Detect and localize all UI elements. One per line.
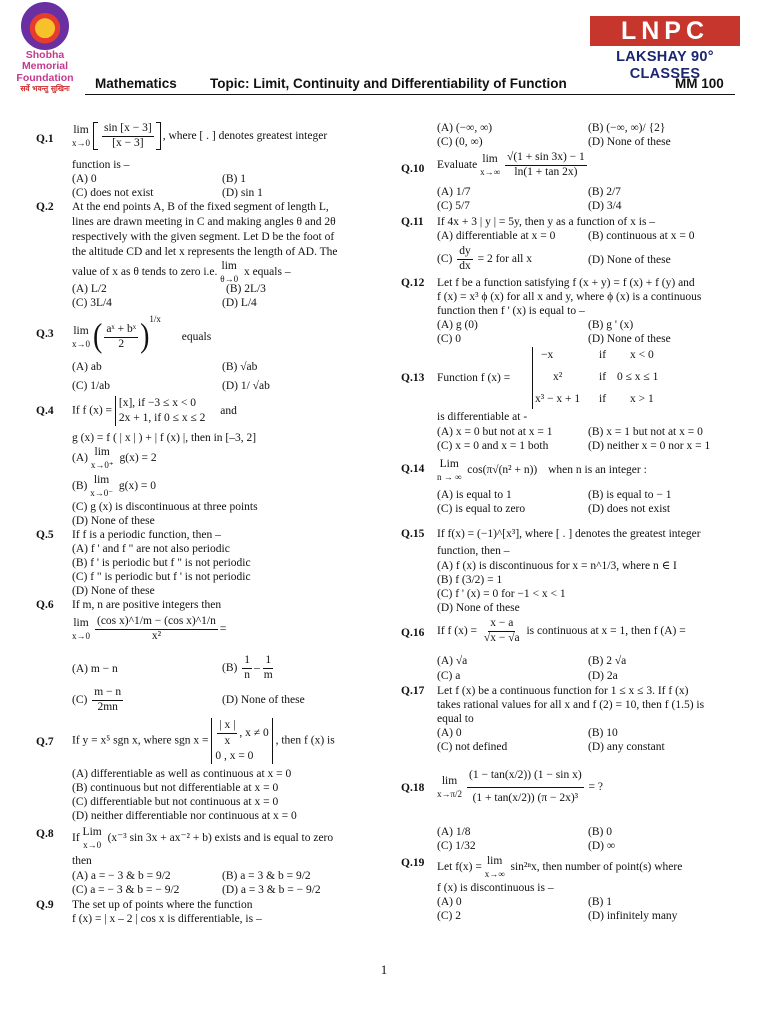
q4-option-d: (D) None of these	[72, 515, 155, 527]
q2-line1: At the end points A, B of the fixed segment of length L,	[72, 201, 329, 213]
q6-expression	[72, 615, 226, 644]
q2-option-d: (D) L/4	[222, 297, 257, 309]
q15-expression	[437, 528, 701, 542]
q17-line1: Let f (x) be a continuous function for 1 ≤ x ≤ 3. If f (x)	[437, 685, 689, 697]
lnpc-brand: LNPC	[590, 16, 740, 46]
foundation-logo	[8, 0, 82, 98]
q2-number: Q.2	[36, 201, 54, 213]
q13-case2-if: if	[599, 371, 607, 383]
q2-option-b: (B) 2L/3	[226, 283, 266, 295]
q17-number: Q.17	[401, 685, 425, 697]
q12-option-a: (A) g (0)	[437, 319, 478, 331]
q4-a-lim: lim	[94, 446, 110, 458]
q16-number: Q.16	[401, 627, 425, 639]
q1-option-d: (D) sin 1	[222, 187, 263, 199]
q14-option-a: (A) is equal to 1	[437, 489, 512, 501]
q4-option-a	[72, 446, 157, 471]
q10-option-c: (C) 5/7	[437, 200, 470, 212]
q13-case1-cond: x < 0	[630, 349, 654, 361]
q3-expression: lim x→0 ( $\frac{\text{aˣ + bˣ}}{2}$ )$^{1/x}$ equals	[72, 314, 212, 356]
q3-option-c: (C) 1/ab	[72, 380, 111, 392]
q2-option-c: (C) 3L/4	[72, 297, 112, 309]
q15-pre: If f(x) = (−1)^[x³],	[437, 528, 523, 540]
q7-pre: If y = x⁵ sgn x, where sgn x =	[72, 734, 209, 747]
q13-case1-if: if	[599, 349, 607, 361]
q8-option-d: (D) a = 3 & b = − 9/2	[222, 884, 321, 896]
q8-option-b: (B) a = 3 & b = 9/2	[222, 870, 311, 882]
q6-lim: lim	[73, 617, 89, 629]
q3-option-b: (B) √ab	[222, 361, 258, 373]
q4-number: Q.4	[36, 405, 54, 417]
lnpc-subtitle: LAKSHAY 90° CLASSES	[616, 49, 714, 83]
q13-cases	[532, 347, 682, 409]
q11-option-b: (B) continuous at x = 0	[588, 230, 695, 242]
q3-text: equals	[181, 331, 212, 343]
q6-b-frac2-den: m	[263, 668, 273, 681]
q12-option-c: (C) 0	[437, 333, 461, 345]
q11-c-den: dx	[459, 259, 471, 272]
q10-pre: Evaluate	[437, 158, 478, 171]
q6-option-a: (A) m − n	[72, 663, 118, 675]
q5-option-a: (A) f ' and f " are not also periodic	[72, 543, 230, 555]
q14-lim-sub: n → ∞	[437, 471, 462, 482]
q4-a-tail: g(x) = 2	[119, 451, 157, 464]
foundation-tagline: सर्वे भवन्तु सुखिनः	[20, 83, 70, 93]
q14-tail: when n is an integer :	[548, 463, 647, 476]
q3-option-d: (D) 1/ √ab	[222, 380, 270, 392]
q19-line2: f (x) is discontinuous is –	[437, 882, 554, 894]
q12-line2: f (x) = x³ ϕ (x) for all x and y, where ϕ (x) is a continuous	[437, 291, 702, 303]
q4-b-pre: (B)	[72, 479, 88, 492]
q10-expression	[437, 151, 589, 180]
q14-expr: cos(π√(n² + n))	[467, 463, 538, 476]
q13-case3-expr: x³ − x + 1	[535, 393, 581, 405]
q3-number: Q.3	[36, 328, 54, 340]
q8-pre: If	[72, 831, 80, 844]
q1-lim-sub: x→0	[72, 137, 90, 148]
q4-a-pre: (A)	[72, 451, 88, 464]
q16-numerator: x − a	[488, 617, 515, 632]
q3-numerator: aˣ + bˣ	[104, 323, 138, 338]
q19-tail: sin²ⁿx, then number of point(s) where	[510, 860, 683, 873]
q13-case2-expr: x²	[553, 371, 563, 383]
q18-equals: = ?	[588, 780, 604, 793]
q16-option-c: (C) a	[437, 670, 461, 682]
q17-option-a: (A) 0	[437, 727, 462, 739]
q18-numerator: (1 − tan(x/2)) (1 − sin x)	[467, 765, 584, 788]
q11-line1: If 4x + 3 | y | = 5y, then y as a function of x is –	[437, 216, 656, 228]
q1-number: Q.1	[36, 133, 54, 145]
q6-equals: =	[219, 622, 227, 635]
q13-case1-expr: −x	[541, 349, 554, 361]
q4-b-lim: lim	[93, 474, 110, 486]
q18-lim: lim	[441, 775, 458, 787]
q11-option-a: (A) differentiable at x = 0	[437, 230, 556, 242]
q15-option-a: (A) f (x) is discontinuous for x = n^1/3, where n ∈ I	[437, 560, 677, 572]
q7-definition	[72, 718, 335, 764]
q7-option-b: (B) continuous but not differentiable at x = 0	[72, 782, 279, 794]
q11-c-num: dy	[457, 245, 473, 260]
q16-denominator: √x − √a	[483, 631, 520, 644]
q13-line2: is differentiable at -	[437, 411, 528, 423]
q8-text: (x⁻³ sin 3x + ax⁻² + b) exists and is equal to zero	[107, 831, 334, 844]
q4-b-tail: g(x) = 0	[118, 479, 157, 492]
q2-lim: lim	[221, 260, 237, 272]
lnpc-logo	[590, 16, 740, 83]
q4-option-c: (C) g (x) is discontinuous at three points	[72, 501, 258, 513]
q2-line4: the altitude CD and let x represents the length of AD. The	[72, 246, 338, 258]
q19-pre: Let f(x) =	[437, 860, 482, 873]
q12-option-d: (D) None of these	[588, 333, 671, 345]
q6-denominator: x²	[151, 629, 162, 642]
q13-option-d: (D) neither x = 0 nor x = 1	[588, 440, 711, 452]
q19-lim-sub: x→∞	[484, 868, 505, 879]
q4-and: and	[220, 404, 237, 417]
q10-lim-sub: x→∞	[480, 166, 501, 177]
q10-option-b: (B) 2/7	[588, 186, 621, 198]
q4-line2: g (x) = f ( | x | ) + | f (x) |, then in [–3, 2]	[72, 432, 257, 444]
q6-numerator: (cos x)^1/m − (cos x)^1/n	[95, 615, 218, 630]
q6-option-d: (D) None of these	[222, 694, 305, 706]
q9-line2: f (x) = | x – 2 | cos x is differentiable, is –	[72, 913, 262, 925]
q17-option-d: (D) any constant	[588, 741, 665, 753]
q7-case1-den: x	[224, 734, 231, 747]
page-number: 1	[380, 962, 388, 977]
foundation-emblem-icon	[21, 2, 69, 50]
q15-tail: where [ . ] denotes the greatest integer	[524, 528, 701, 540]
q15-line2: function, then –	[437, 545, 510, 557]
q11-number: Q.11	[401, 216, 424, 228]
q9-option-c: (C) (0, ∞)	[437, 136, 483, 148]
q10-option-a: (A) 1/7	[437, 186, 471, 198]
q14-option-b: (B) is equal to − 1	[588, 489, 672, 501]
q16-option-d: (D) 2a	[588, 670, 618, 682]
q7-option-c: (C) differentiable but not continuous at x = 0	[72, 796, 279, 808]
header-topic: Topic: Limit, Continuity and Differentiability of Function	[210, 76, 567, 91]
q3-power: 1/x	[149, 314, 161, 324]
q11-c-tail: = 2 for all x	[477, 252, 532, 265]
q3-denominator: 2	[118, 337, 125, 350]
q13-case2-cond: 0 ≤ x ≤ 1	[617, 371, 659, 383]
q7-case1-tail: , x ≠ 0	[239, 727, 269, 740]
q6-c-den: 2mn	[97, 700, 118, 713]
q19-lim: lim	[486, 855, 503, 867]
q17-line3: equal to	[437, 713, 474, 725]
q14-option-d: (D) does not exist	[588, 503, 671, 515]
q5-option-c: (C) f " is periodic but f ' is not periodic	[72, 571, 251, 583]
q3-option-a: (A) ab	[72, 361, 102, 373]
q1-option-b: (B) 1	[222, 173, 246, 185]
q6-lim-sub: x→0	[72, 630, 90, 641]
q19-expression	[437, 855, 682, 880]
q10-option-d: (D) 3/4	[588, 200, 622, 212]
q10-denominator: ln(1 + tan 2x)	[514, 165, 578, 178]
q12-option-b: (B) g ' (x)	[588, 319, 634, 331]
q8-expression	[72, 826, 333, 851]
q1-option-c: (C) does not exist	[72, 187, 154, 199]
q6-c-pre: (C)	[72, 693, 88, 706]
q14-lim: Lim	[439, 458, 459, 470]
q6-c-num: m − n	[92, 686, 123, 701]
q11-c-pre: (C)	[437, 252, 453, 265]
q18-lim-sub: x→π/2	[437, 788, 463, 799]
q13-option-b: (B) x = 1 but not at x = 0	[588, 426, 703, 438]
q13-case3-if: if	[599, 393, 607, 405]
q10-lim: lim	[482, 153, 498, 165]
q4-b-sub: x→0⁻	[90, 487, 113, 498]
q8-number: Q.8	[36, 828, 54, 840]
q12-line3: function then f ' (x) is equal to –	[437, 305, 585, 317]
q11-option-d: (D) None of these	[588, 254, 671, 266]
q13-case3-cond: x > 1	[630, 393, 654, 405]
q3-lim: lim	[73, 325, 89, 338]
q4-case2: 2x + 1, if 0 ≤ x ≤ 2	[118, 411, 206, 424]
q4-definition	[72, 396, 237, 426]
q16-option-b: (B) 2 √a	[588, 655, 627, 667]
q8-lim-sub: x→0	[83, 839, 102, 850]
q18-option-d: (D) ∞	[588, 840, 616, 852]
q18-option-b: (B) 0	[588, 826, 612, 838]
q12-number: Q.12	[401, 277, 425, 289]
q9-option-b: (B) (−∞, ∞)/ {2}	[588, 122, 666, 134]
q4-a-sub: x→0⁺	[90, 459, 114, 470]
q6-b-frac1-den: n	[244, 668, 250, 681]
q11-option-c	[437, 245, 532, 274]
q16-option-a: (A) √a	[437, 655, 468, 667]
q18-denominator: (1 + tan(x/2)) (π − 2x)³	[472, 791, 579, 804]
q12-line1: Let f be a function satisfying f (x + y) = f (x) + f (y) and	[437, 277, 695, 289]
q14-expression	[437, 458, 647, 483]
q7-number: Q.7	[36, 736, 54, 748]
q15-option-d: (D) None of these	[437, 602, 520, 614]
q10-numerator: √(1 + sin 3x) − 1	[505, 151, 587, 166]
q5-option-b: (B) f ' is periodic but f " is not periodic	[72, 557, 251, 569]
q18-expression	[437, 765, 603, 810]
q6-line1: If m, n are positive integers then	[72, 599, 222, 611]
foundation-name-line3: Foundation	[16, 71, 74, 84]
q13-option-a: (A) x = 0 but not at x = 1	[437, 426, 553, 438]
q19-number: Q.19	[401, 857, 425, 869]
q15-number: Q.15	[401, 528, 425, 540]
q8-option-a: (A) a = − 3 & b = 9/2	[72, 870, 171, 882]
q16-expression	[437, 617, 686, 646]
q18-number: Q.18	[401, 782, 425, 794]
q9-number: Q.9	[36, 899, 54, 911]
q3-lim-sub: x→0	[72, 338, 90, 349]
q1-numerator: sin [x − 3]	[102, 122, 154, 137]
q19-option-b: (B) 1	[588, 896, 612, 908]
q13-pre: Function f (x) =	[437, 372, 511, 384]
q8-option-c: (C) a = − 3 & b = − 9/2	[72, 884, 180, 896]
q6-b-frac2-num: 1	[263, 654, 273, 669]
header-marks: MM 100	[675, 76, 724, 91]
q15-option-c: (C) f ' (x) = 0 for −1 < x < 1	[437, 588, 566, 600]
q2-line5-text: value of x as θ tends to zero i.e.	[72, 265, 218, 278]
q2-line3: respectively with the given segment. Let D be the foot of	[72, 231, 335, 243]
q4-pre: If f (x) =	[72, 404, 113, 417]
q7-option-a: (A) differentiable as well as continuous at x = 0	[72, 768, 292, 780]
q1-lim: lim	[73, 124, 89, 136]
q5-line1: If f is a periodic function, then –	[72, 529, 221, 541]
q17-line2: takes rational values for all x and f (2) = 10, then f (1.5) is	[437, 699, 705, 711]
q18-option-a: (A) 1/8	[437, 826, 471, 838]
q8-line2: then	[72, 855, 92, 867]
q4-option-b	[72, 474, 156, 499]
q19-option-a: (A) 0	[437, 896, 462, 908]
q1-text: , where [ . ] denotes greatest integer	[162, 129, 328, 142]
q2-line2: lines are drawn meeting in C and making angles θ and 2θ	[72, 216, 336, 228]
q2-lim-sub: θ→0	[220, 273, 239, 284]
foundation-name-line1: Shobha	[25, 49, 65, 61]
q16-tail: is continuous at x = 1, then f (A) =	[526, 624, 686, 637]
q7-post: , then f (x) is	[275, 734, 335, 747]
q13-option-c: (C) x = 0 and x = 1 both	[437, 440, 549, 452]
q6-b-frac1-num: 1	[242, 654, 252, 669]
q7-case2: 0 , x = 0	[215, 749, 254, 762]
q1-option-a: (A) 0	[72, 173, 97, 185]
q2-option-a: (A) L/2	[72, 283, 107, 295]
q17-option-b: (B) 10	[588, 727, 618, 739]
q17-option-c: (C) not defined	[437, 741, 508, 753]
q14-number: Q.14	[401, 463, 425, 475]
q2-line5	[72, 260, 291, 285]
q6-number: Q.6	[36, 599, 54, 611]
q16-pre: If f (x) =	[437, 624, 478, 637]
q1-text2: function is –	[72, 159, 130, 171]
q7-option-d: (D) neither differentiable nor continuous at x = 0	[72, 810, 297, 822]
q5-number: Q.5	[36, 529, 54, 541]
q10-number: Q.10	[401, 163, 425, 175]
q19-option-d: (D) infinitely many	[588, 910, 678, 922]
foundation-name-line2: Memorial	[21, 60, 69, 73]
q9-line1: The set up of points where the function	[72, 899, 253, 911]
q6-b-pre: (B)	[222, 661, 238, 674]
header-subject: Mathematics	[95, 76, 177, 91]
q1-expression	[72, 122, 327, 151]
q9-option-d: (D) None of these	[588, 136, 671, 148]
q6-option-c	[72, 686, 125, 715]
q13-number: Q.13	[401, 372, 425, 384]
q19-option-c: (C) 2	[437, 910, 461, 922]
q6-option-b: (B) $\frac{1}{n}$ – $\frac{1}{m}$	[222, 654, 273, 681]
q18-option-c: (C) 1/32	[437, 840, 476, 852]
q8-lim: Lim	[82, 826, 102, 838]
page-header	[85, 76, 735, 95]
q14-option-c: (C) is equal to zero	[437, 503, 526, 515]
q5-option-d: (D) None of these	[72, 585, 155, 597]
q1-denominator: [x − 3]	[112, 136, 144, 149]
q2-tail: x equals –	[243, 265, 291, 278]
q4-case1: [x], if −3 ≤ x < 0	[118, 397, 196, 409]
q7-case1-num: | x |	[217, 718, 237, 734]
q9-option-a: (A) (−∞, ∞)	[437, 122, 493, 134]
q15-option-b: (B) f (3/2) = 1	[437, 574, 503, 586]
